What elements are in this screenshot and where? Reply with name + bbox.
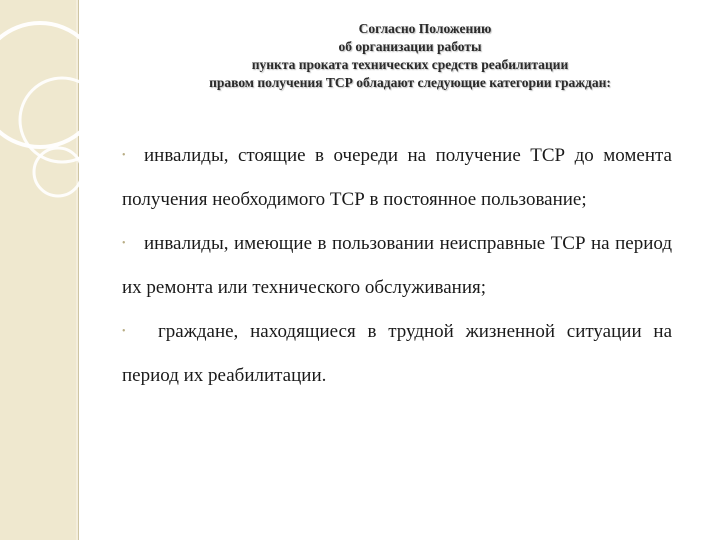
- header-line-4: правом получения ТСР обладают следующие категории граждан:: [209, 75, 611, 90]
- header-line-1: Согласно Положению: [358, 21, 492, 36]
- header-line-2: об организации работы: [338, 39, 482, 54]
- list-item: [122, 222, 672, 310]
- slide-header: [120, 20, 700, 92]
- bullet-icon: •: [122, 150, 126, 161]
- deco-circle-small: [34, 148, 82, 196]
- bullet-icon: •: [122, 326, 126, 337]
- bullet-icon: •: [122, 238, 126, 249]
- list-item-text: инвалиды, имеющие в пользовании неисправные ТСР на период их ремонта или технического обслуживания;: [122, 233, 672, 298]
- list-item-text: граждане, находящиеся в трудной жизненной ситуации на период их реабилитации.: [122, 321, 672, 386]
- header-line-3: пункта проката технических средств реабилитации: [251, 57, 569, 72]
- list-item-text: инвалиды, стоящие в очереди на получение ТСР до момента получения необходимого ТСР в постоянное пользование;: [122, 145, 672, 210]
- category-list: [122, 134, 672, 398]
- list-item: [122, 134, 672, 222]
- list-item: [122, 310, 672, 398]
